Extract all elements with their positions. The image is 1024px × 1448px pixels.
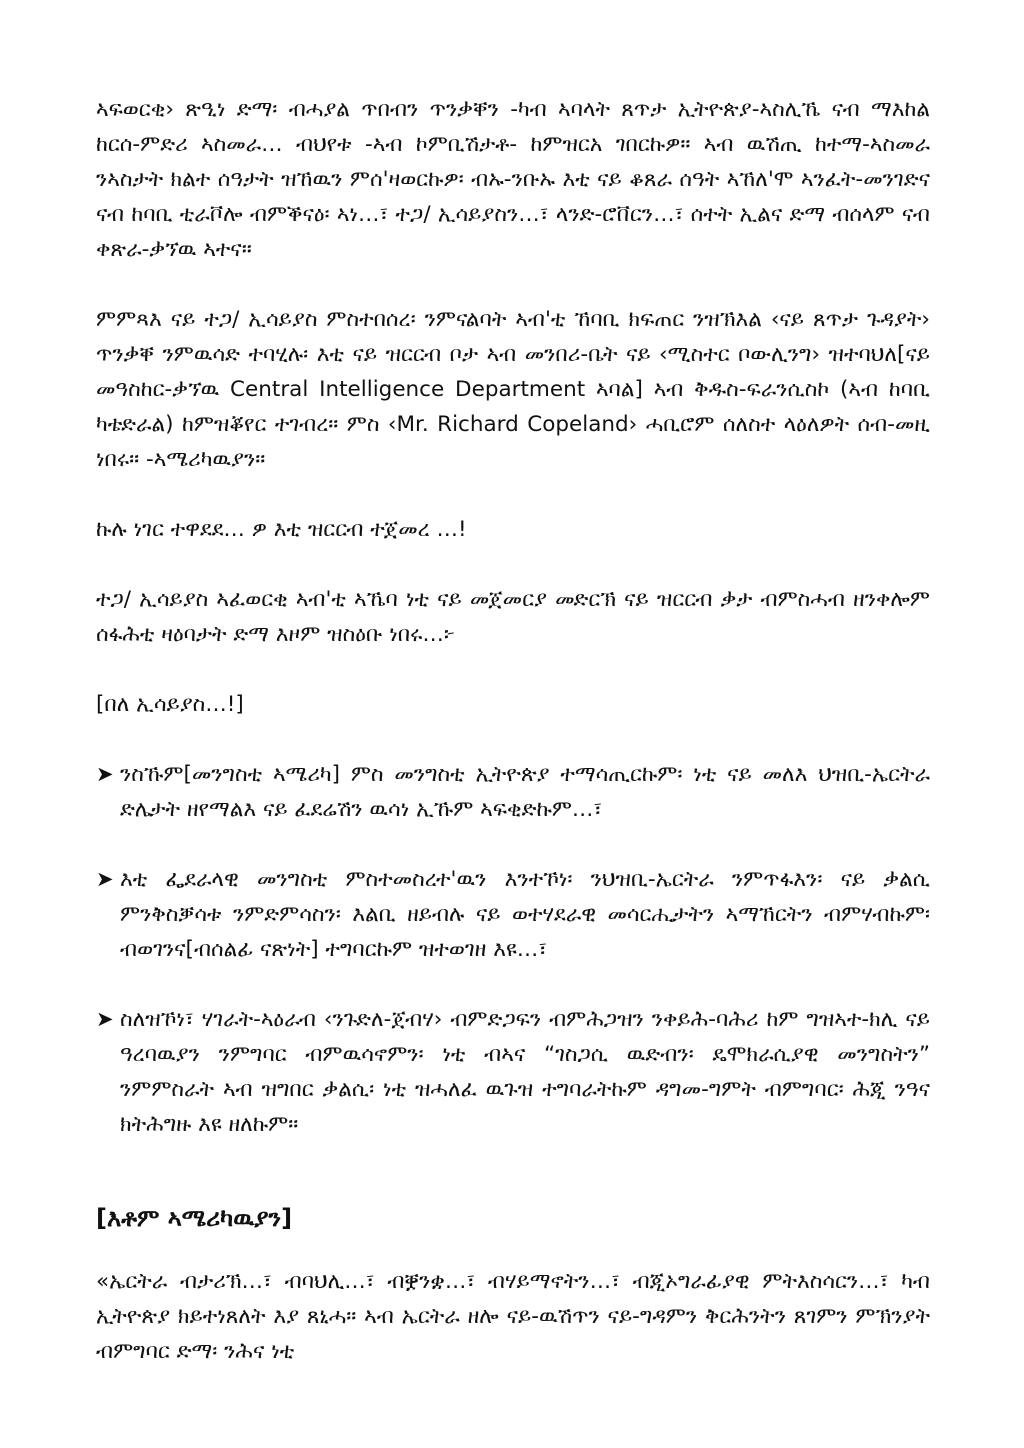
- arrow-bullet-icon: ➤: [96, 867, 114, 891]
- bullet-item-1: [96, 757, 930, 827]
- paragraph-1: ኣፍወርቂ› ጽዒነ ድማ፡ ብሓያል ጥበብን ጥንቃቐን -ካብ ኣባላት ጸጥታ ኢትዮጵያ-ኣስሊኼ ናብ ማእከል ከርሰ-ምድሪ ኣስመራ… ብህየቱ -ኣብ ኮምቢሽታቶ- ከምዝርአ ገበርኩዎ። ኣብ ዉሽጢ ከተማ-ኣስመራ ንኣስታት ክልተ ሰዓታት ዝኸዉን ምሰ'ዛወርኩዎ፡ ብኡ-ንቡኡ እቲ ናይ ቆጸራ ሰዓት ኣኸለ'ሞ ኣንፈት-መንገድና ናብ ከባቢ ቲራቮሎ ብምቕናዕ፡ ኣነ…፣ ተጋ/ ኢሳይያስን…፣ ላንድ-ሮቨርን…፣ ሰተት ኢልና ድማ ብሰላም ናብ ቀጽራ-ቃኘዉ ኣተና።: [96, 97, 930, 262]
- section-heading: [እቶም ኣሜሪካዉያን]: [96, 1204, 293, 1232]
- paragraph-4: ተጋ/ ኢሳይያስ ኣፈወርቂ ኣብ'ቲ ኣኼባ ነቲ ናይ መጀመርያ መድርኽ ናይ ዝርርብ ቃታ ብምስሓብ ዘንቀሎም ሰፋሕቲ ዛዕባታት ድማ እዞም ዝስዕቡ ነበሩ…፦: [96, 587, 930, 647]
- bullet-item-3: [96, 1002, 930, 1142]
- bullet-text: ስለዝኾነ፣ ሃገራት-ኣዕራብ ‹ንጉድለ-ጀብሃ› ብምድጋፍን ብምሕጋዝን ንቀይሕ-ባሕሪ ከም ግዝኣተ-ክሊ ናይ ዓረባዉያን ንምግባር ብምዉሳኖምን፡ ነቲ ብኣና “ገስጋሲ ዉድብን፡ ዴሞክራሲያዊ መንግስትን” ንምምስራት ኣብ ዝግበር ቃልሲ፡ ነቲ ዝሓለፈ ዉጉዝ ተግባራትኩም ዳግመ-ግምት ብምግባር፡ ሕጂ ንዓና ክትሕግዙ እዩ ዘለኩም።: [120, 1007, 930, 1137]
- bullet-text: እቲ ፌደራላዊ መንግስቲ ምስተመስረተ'ዉን እንተኾነ፡ ንህዝቢ-ኤርትራ ንምጥፋእን፡ ናይ ቃልሲ ምንቅስቓሳቱ ንምድምሳስን፡ እልቢ ዘይብሉ ናይ ወተሃደራዊ መሳርሒታትን ኣማኸርትን ብምሃብኩም፡ ብወገንና[ብሰልፊ ናጽነት] ተግባርኩም ዝተወገዘ እዩ…፣: [120, 867, 930, 962]
- paragraph-3: ኩሉ ነገር ተዋደደ… ዎ እቲ ዝርርብ ተጀመረ …!: [96, 517, 467, 542]
- bullet-item-2: [96, 862, 930, 967]
- bullet-text: ንስኹም[መንግስቲ ኣሜሪካ] ምስ መንግስቲ ኢትዮጵያ ተማሳጢርኩም፡ ነቲ ናይ መለእ ህዝቢ-ኤርትራ ድሌታት ዘየማልእ ናይ ፈደሬሽን ዉሳነ ኢኹም ኣፍቂድኩም…፣: [120, 762, 930, 822]
- paragraph-last: «ኤርትራ ብታሪኽ…፣ ብባህሊ…፣ ብቛንቋ…፣ ብሃይማኖትን…፣ ብጂኦግራፊያዊ ምትእስሳርን…፣ ካብ ኢትዮጵያ ክይተነጸለት እያ ጸኒሓ። ኣብ ኤርትራ ዘሎ ናይ-ዉሽጥን ናይ-ግዳምን ቅርሕንትን ጸገምን ምኽንያት ብምግባር ድማ፡ ንሕና ነቲ: [96, 1269, 930, 1364]
- paragraph-5: [በለ ኢሳይያስ…!]: [96, 692, 244, 717]
- arrow-bullet-icon: ➤: [96, 762, 114, 786]
- arrow-bullet-icon: ➤: [96, 1007, 114, 1031]
- paragraph-2: ምምጻእ ናይ ተጋ/ ኢሳይያስ ምስተበሰረ፡ ንምናልባት ኣብ'ቲ ኸባቢ ክፍጠር ንዝኽእል ‹ናይ ጸጥታ ጉዳያት› ጥንቃቐ ንምዉሳድ ተባሂሉ፡ እቲ ናይ ዝርርብ ቦታ ኣብ መንበሪ-ቤት ናይ ‹ሚስተር ቦውሊንግ› ዝተባህለ[ናይ መዓስከር-ቃኘዉ Central Intelligence Department ኣባል] ኣብ ቅዱስ-ፍራንሲስኮ (ኣብ ከባቢ ካቴድራል) ከምዝቖየር ተገብረ። ምስ ‹Mr. Richard Copeland› ሓቢሮም ሰለስተ ላዕለዎት ሰብ-መዚ ነበሩ። -ኣሜሪካዉያን።: [96, 307, 930, 472]
